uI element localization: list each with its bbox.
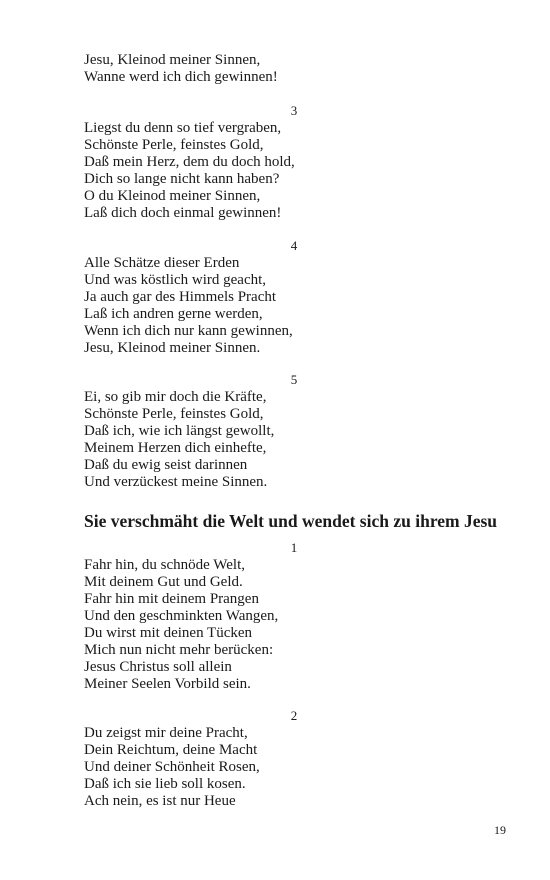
verse-line: Dich so lange nicht kann haben?: [84, 171, 280, 187]
verse-line: Daß ich, wie ich längst gewollt,: [84, 423, 275, 439]
poem-two-stanza-1: [84, 557, 514, 693]
verse-line: Mit deinem Gut und Geld.: [84, 574, 243, 590]
stanza-2-ending: [84, 52, 514, 86]
verse-line: Du zeigst mir deine Pracht,: [84, 725, 248, 741]
verse-line: Fahr hin mit deinem Prangen: [84, 591, 259, 607]
stanza-number-2: 2: [290, 708, 298, 723]
verse-line: Laß ich andren gerne werden,: [84, 306, 263, 322]
verse-line: Daß mein Herz, dem du doch hold,: [84, 154, 295, 170]
stanza-number-4: 4: [290, 238, 298, 253]
stanza-number-1: 1: [290, 540, 298, 555]
verse-line: Mich nun nicht mehr berücken:: [84, 642, 274, 658]
verse-line: Jesu, Kleinod meiner Sinnen,: [84, 52, 261, 68]
poem-title: Sie verschmäht die Welt und wendet sich zu ihrem Jesu: [84, 511, 498, 531]
verse-line: Laß dich doch einmal gewinnen!: [84, 205, 282, 221]
verse-line: Alle Schätze dieser Erden: [84, 255, 240, 271]
verse-line: Und was köstlich wird geacht,: [84, 272, 267, 288]
verse-line: Und verzückest meine Sinnen.: [84, 474, 268, 490]
verse-line: Wenn ich dich nur kann gewinnen,: [84, 323, 293, 339]
stanza-number-5: 5: [290, 372, 298, 387]
verse-line: Daß du ewig seist darinnen: [84, 457, 248, 473]
stanza-5: [84, 389, 514, 491]
poem-two-stanza-2: [84, 725, 514, 810]
verse-line: Dein Reichtum, deine Macht: [84, 742, 258, 758]
verse-line: Meiner Seelen Vorbild sein.: [84, 676, 251, 692]
verse-line: Schönste Perle, feinstes Gold,: [84, 406, 264, 422]
verse-line: Ja auch gar des Himmels Pracht: [84, 289, 277, 305]
verse-line: Daß ich sie lieb soll kosen.: [84, 776, 246, 792]
verse-line: Und deiner Schönheit Rosen,: [84, 759, 260, 775]
verse-line: Ei, so gib mir doch die Kräfte,: [84, 389, 267, 405]
verse-line: Fahr hin, du schnöde Welt,: [84, 557, 245, 573]
verse-line: Du wirst mit deinen Tücken: [84, 625, 253, 641]
verse-line: Schönste Perle, feinstes Gold,: [84, 137, 264, 153]
stanza-4: [84, 255, 514, 357]
page-number: 19: [494, 823, 506, 837]
verse-line: Wanne werd ich dich gewinnen!: [84, 69, 278, 85]
stanza-3: [84, 120, 514, 222]
verse-line: Jesu, Kleinod meiner Sinnen.: [84, 340, 261, 356]
verse-line: Und den geschminkten Wangen,: [84, 608, 279, 624]
verse-line: O du Kleinod meiner Sinnen,: [84, 188, 261, 204]
stanza-number-3: 3: [290, 103, 298, 118]
verse-line: Jesus Christus soll allein: [84, 659, 232, 675]
verse-line: Liegst du denn so tief vergraben,: [84, 120, 282, 136]
verse-line: Ach nein, es ist nur Heue: [84, 793, 236, 809]
verse-line: Meinem Herzen dich einhefte,: [84, 440, 267, 456]
